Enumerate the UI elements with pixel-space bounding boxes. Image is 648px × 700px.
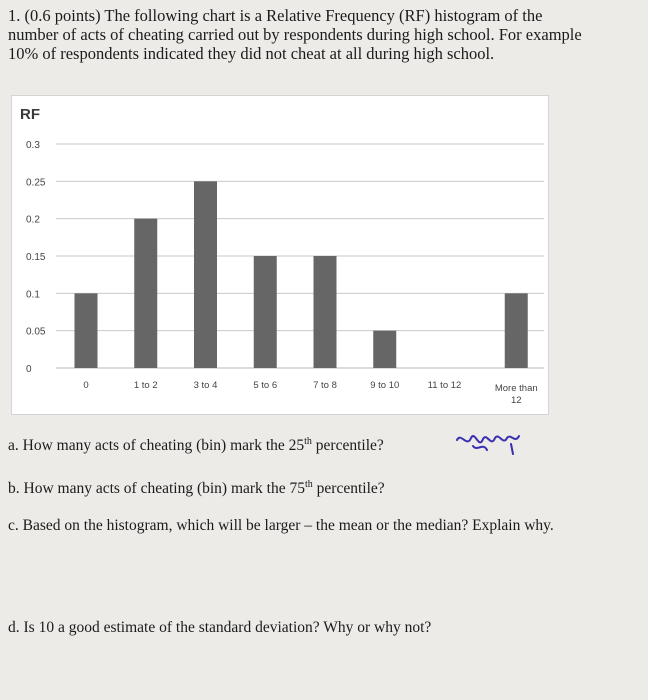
y-tick-label: 0.25: [26, 177, 46, 189]
histogram-plot: [12, 96, 548, 414]
histogram-bar: [373, 331, 396, 368]
y-tick-label: 0: [26, 364, 32, 375]
histogram-bar: [194, 181, 217, 368]
histogram-bar: [134, 219, 157, 368]
x-tick-label: 5 to 6: [253, 380, 278, 391]
header-line-1: 1. (0.6 points) The following chart is a Relative Frequency (RF) histogram of the: [8, 6, 543, 25]
y-tick-label: 0.15: [26, 252, 46, 263]
question-d: d. Is 10 a good estimate of the standard deviation? Why or why not?: [8, 619, 432, 636]
question-header: [8, 6, 644, 63]
histogram-bar: [505, 293, 528, 368]
y-tick-label: 0.2: [26, 214, 40, 226]
y-tick-label: 0.1: [26, 289, 40, 301]
x-tick-label: 11 to 12: [427, 380, 462, 391]
rf-histogram-chart: [11, 95, 549, 415]
header-line-2: number of acts of cheating carried out by respondents during high school. For example: [8, 25, 582, 44]
y-tick-label: 0.3: [26, 140, 40, 151]
x-tick-label: 0: [83, 380, 89, 391]
x-tick-label: 7 to 8: [313, 380, 337, 391]
histogram-bar: [254, 256, 277, 368]
y-tick-label: 0.05: [26, 326, 46, 338]
y-axis-title: RF: [20, 106, 40, 123]
x-tick-label: 3 to 4: [193, 380, 218, 391]
handwritten-scribble: [453, 430, 523, 456]
histogram-bar: [75, 293, 98, 368]
x-tick-label: 1 to 2: [133, 380, 158, 391]
x-tick-label: More than 12: [494, 383, 538, 406]
histogram-bar: [314, 256, 337, 368]
question-a: a. How many acts of cheating (bin) mark the 25th percentile?: [8, 436, 384, 455]
x-tick-label: 9 to 10: [370, 380, 400, 391]
header-line-3: 10% of respondents indicated they did not cheat at all during high school.: [8, 44, 495, 63]
question-c: c. Based on the histogram, which will be larger – the mean or the median? Explain why.: [8, 517, 554, 534]
question-b: b. How many acts of cheating (bin) mark the 75th percentile?: [8, 479, 385, 498]
